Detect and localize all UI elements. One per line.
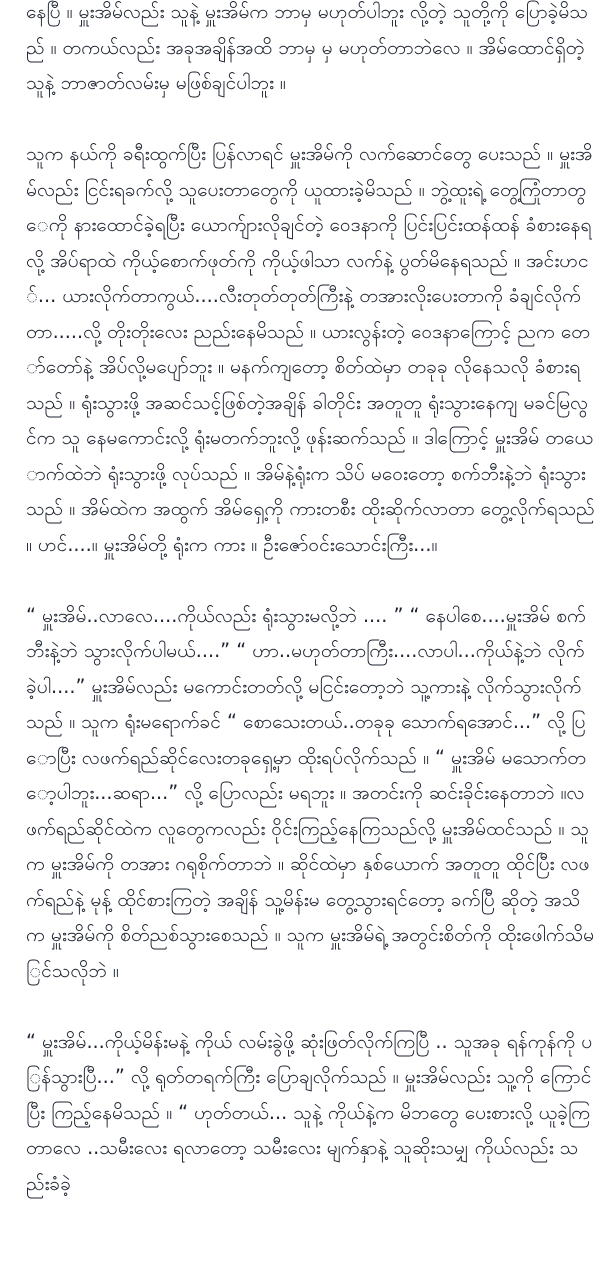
paragraph: “ မှူးအိမ်...ကိုယ့်မိန်းမနဲ့ ကိုယ် လမ်းခွဲဖို့ ဆုံးဖြတ်လိုက်ကြပြီ .. သူအခု ရန်ကုန်ကို ပြန်သွားပြီ...” လို့ ရုတ်တရက်ကြီး ပြောချလိုက်သည် ။ မှူးအိမ်လည်း သူ့ကို ကြောင်ပြီး ကြည့်နေမိသည် ။ “ ဟုတ်တယ်... သူနဲ့ ကိုယ်နဲ့က မိဘတွေ ပေးစားလို့ ယူခဲ့ကြတာလေ ..သမီးလေး ရလာတော့ သမီးလေး မျက်နှာနဲ့ သူဆိုးသမျှ ကိုယ်လည်း သည်းခံခဲ့: [26, 1029, 593, 1195]
paragraph: “ မှူးအိမ်..လာလေ....ကိုယ်လည်း ရုံးသွားမလို့ဘဲ .... ” “ နေပါစေ....မှူးအိမ် စက်ဘီးနဲ့ဘဲ သွားလိုက်ပါမယ်....” “ ဟာ..မဟုတ်တာကြီး....လာပါ...ကိုယ်နဲ့ဘဲ လိုက်ခဲ့ပါ....” မှူးအိမ်လည်း မကောင်းတတ်လို့ မငြင်းတော့ဘဲ သူ့ကားနဲ့ လိုက်သွားလိုက်သည် ။ သူက ရုံးမရောက်ခင် “ စောသေးတယ်..တခုခု သောက်ရအောင်...” လို့ ပြောပြီး လဖက်ရည်ဆိုင်လေးတခုရှေ့မှာ ထိုးရပ်လိုက်သည် ။ “ မှူးအိမ် မသောက်တော့ပါဘူး...ဆရာ...” လို့ ပြောလည်း မရဘူး ။ အတင်းကို ဆင်းခိုင်းနေတာဘဲ ။လဖက်ရည်ဆိုင်ထဲက လူတွေကလည်း ဝိုင်းကြည့်နေကြသည်လို့ မှူးအိမ်ထင်သည် ။ သူက မှူးအိမ်ကို တအား ဂရုစိုက်တာဘဲ ။ ဆိုင်ထဲမှာ နှစ်ယောက် အတူတူ ထိုင်ပြီး လဖက်ရည်နဲ့ မုန့် ထိုင်စားကြတဲ့ အချိန် သူ့မိန်းမ တွေ့သွားရင်တော့ ခက်ပြီ ဆိုတဲ့ အသိက မှူးအိမ်ကို စိတ်ညစ်သွားစေသည် ။ သူက မှူးအိမ်ရဲ့ အတွင်းစိတ်ကို ထိုးဖေါက်သိမြင်သလိုဘဲ ။: [26, 603, 595, 982]
article-body: [26, 0, 595, 1237]
paragraph: သူက နယ်ကို ခရီးထွက်ပြီး ပြန်လာရင် မှူးအိမ်ကို လက်ဆောင်တွေ ပေးသည် ။ မှူးအိမ်လည်း ငြင်းရခက်လို့ သူပေးတာတွေကို ယူထားခဲ့မိသည် ။ ဘွဲ့ထူးရဲ့ တွေ့ကြုံတာတွေကို နားထောင်ခဲ့ရပြီး ယောက်ျားလိုချင်တဲ့ ဝေဒနာကို ပြင်းပြင်းထန်ထန် ခံစားနေရလို့ အိပ်ရာထဲ ကိုယ့်စောက်ဖုတ်ကို ကိုယ့်ဖါသာ လက်နဲ့ ပွတ်မိနေရသည် ။ အင်းဟင်... ယားလိုက်တာကွယ်....လီးတုတ်တုတ်ကြီးနဲ့ တအားလိုးပေးတာကို ခံချင်လိုက်တာ.....လို့ တိုးတိုးလေး ညည်းနေမိသည် ။ ယားလွန်းတဲ့ ဝေဒနာကြောင့် ညက တော်တော်နဲ့ အိပ်လို့မပျော်ဘူး ။ မနက်ကျတော့ စိတ်ထဲမှာ တခုခု လိုနေသလို ခံစားရသည် ။ ရုံးသွားဖို့ အဆင်သင့်ဖြစ်တဲ့အချိန် ခါတိုင်း အတူတူ ရုံးသွားနေကျ မခင်မြလွင်က သူ နေမကောင်းလို့ ရုံးမတက်ဘူးလို့ ဖုန်းဆက်သည် ။ ဒါကြောင့် မှူးအိမ် တယောက်ထဲဘဲ ရုံးသွားဖို့ လုပ်သည် ။ အိမ်နဲ့ရုံးက သိပ် မဝေးတော့ စက်ဘီးနဲ့ဘဲ ရုံးသွားသည် ။ အိမ်ထဲက အထွက် အိမ်ရှေ့ကို ကားတစီး ထိုးဆိုက်လာတာ တွေ့လိုက်ရသည် ။ ဟင်....။ မှူးအိမ်တို့ ရုံးက ကား ။ ဦးဇော်ဝင်းသောင်းကြီး...။: [26, 142, 595, 556]
paragraph: နေပြီ ။ မှူးအိမ်လည်း သူနဲ့ မှူးအိမ်က ဘာမှ မဟုတ်ပါဘူး လို့တဲ့ သူတို့ကို ပြောခဲ့မိသည် ။ တကယ်လည်း အခုအချိန်အထိ ဘာမှ မှ မဟုတ်တာဘဲလေ ။ အိမ်ထောင်ရှိတဲ့ သူနဲ့ ဘာဇာတ်လမ်းမှ မဖြစ်ချင်ပါဘူး ။: [26, 0, 588, 94]
